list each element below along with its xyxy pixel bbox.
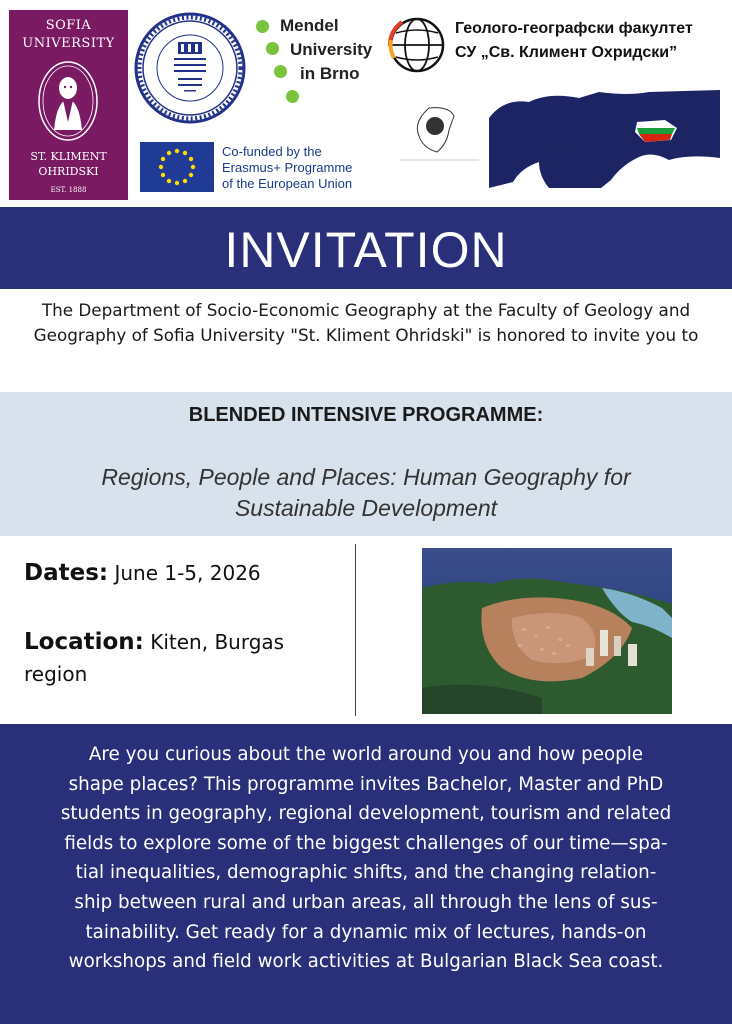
eu-flag-icon <box>140 142 214 192</box>
description-text <box>14 740 718 977</box>
mendel-dot-icon <box>266 42 279 55</box>
erasmus-line2: Erasmus+ Programme <box>222 160 353 175</box>
description-line: fields to explore some of the biggest challenges of our time—spa- <box>64 832 668 854</box>
location-row <box>24 626 344 690</box>
erasmus-logo <box>140 142 380 194</box>
description-section <box>0 724 732 1024</box>
mendel-line1: Mendel <box>280 16 339 35</box>
department-map-logo <box>389 88 720 188</box>
mendel-university-logo <box>252 14 392 114</box>
description-line: shape places? This programme invites Bachelor, Master and PhD <box>68 773 664 795</box>
event-details <box>0 536 732 724</box>
faculty-line1: Геолого-географски факултет <box>455 20 693 37</box>
programme-title: BLENDED INTENSIVE PROGRAMME: <box>188 404 544 426</box>
kiten-aerial-photo <box>422 548 672 714</box>
invitation-banner <box>0 207 732 289</box>
invitation-title: INVITATION <box>224 222 508 278</box>
description-line: Are you curious about the world around you and how people <box>88 744 644 765</box>
dates-row <box>24 560 261 586</box>
erasmus-line1: Co-funded by the <box>222 144 322 159</box>
description-line: workshops and field work activities at Bulgarian Black Sea coast. <box>68 951 664 973</box>
logo-strip <box>0 0 732 205</box>
description-line: students in geography, regional development, tourism and related <box>60 803 672 825</box>
mendel-dot-icon <box>274 65 287 78</box>
vertical-divider <box>355 544 356 716</box>
programme-section <box>0 392 732 536</box>
dates-label: Dates: <box>24 560 109 586</box>
kiten-photo-image <box>422 548 672 714</box>
mendel-line3: in Brno <box>300 64 360 83</box>
programme-subtitle: Regions, People and Places: Human Geography for Sustainable Development <box>101 464 631 521</box>
description-line: ship between rural and urban areas, all through the lens of sus- <box>74 891 658 913</box>
description-line: tial inequalities, demographic shifts, and the changing relation- <box>75 862 657 884</box>
dates-value: June 1-5, 2026 <box>114 561 261 585</box>
saint-portrait-icon <box>37 60 99 142</box>
faculty-logo <box>388 16 730 76</box>
mendel-dot-icon <box>286 90 299 103</box>
location-value: Kiten, Burgas region <box>24 630 285 686</box>
europe-map-icon <box>389 88 720 188</box>
erasmus-line3: of the European Union <box>222 176 353 191</box>
sofia-university-logo <box>9 10 128 200</box>
babes-bolyai-seal-icon <box>134 12 246 124</box>
globe-icon <box>388 16 446 74</box>
invitation-intro: The Department of Socio-Economic Geography at the Faculty of Geology and Geography of Sofia University "St. Kliment Ohridski" is honored to invite you to <box>33 300 699 345</box>
sofia-logo-line3: ST. KLIMENT <box>30 150 107 163</box>
mendel-dot-icon <box>256 20 269 33</box>
faculty-line2: СУ „Св. Климент Охридски” <box>455 44 678 61</box>
mendel-line2: University <box>290 40 373 59</box>
sofia-logo-line2: UNIVERSITY <box>22 36 115 51</box>
sofia-logo-est: EST. 1888 <box>50 186 87 194</box>
location-label: Location: <box>24 629 144 655</box>
description-line: tainability. Get ready for a dynamic mix of lectures, hands-on <box>85 921 647 943</box>
sofia-logo-line4: OHRIDSKI <box>38 165 99 178</box>
sofia-logo-line1: SOFIA <box>45 18 92 33</box>
